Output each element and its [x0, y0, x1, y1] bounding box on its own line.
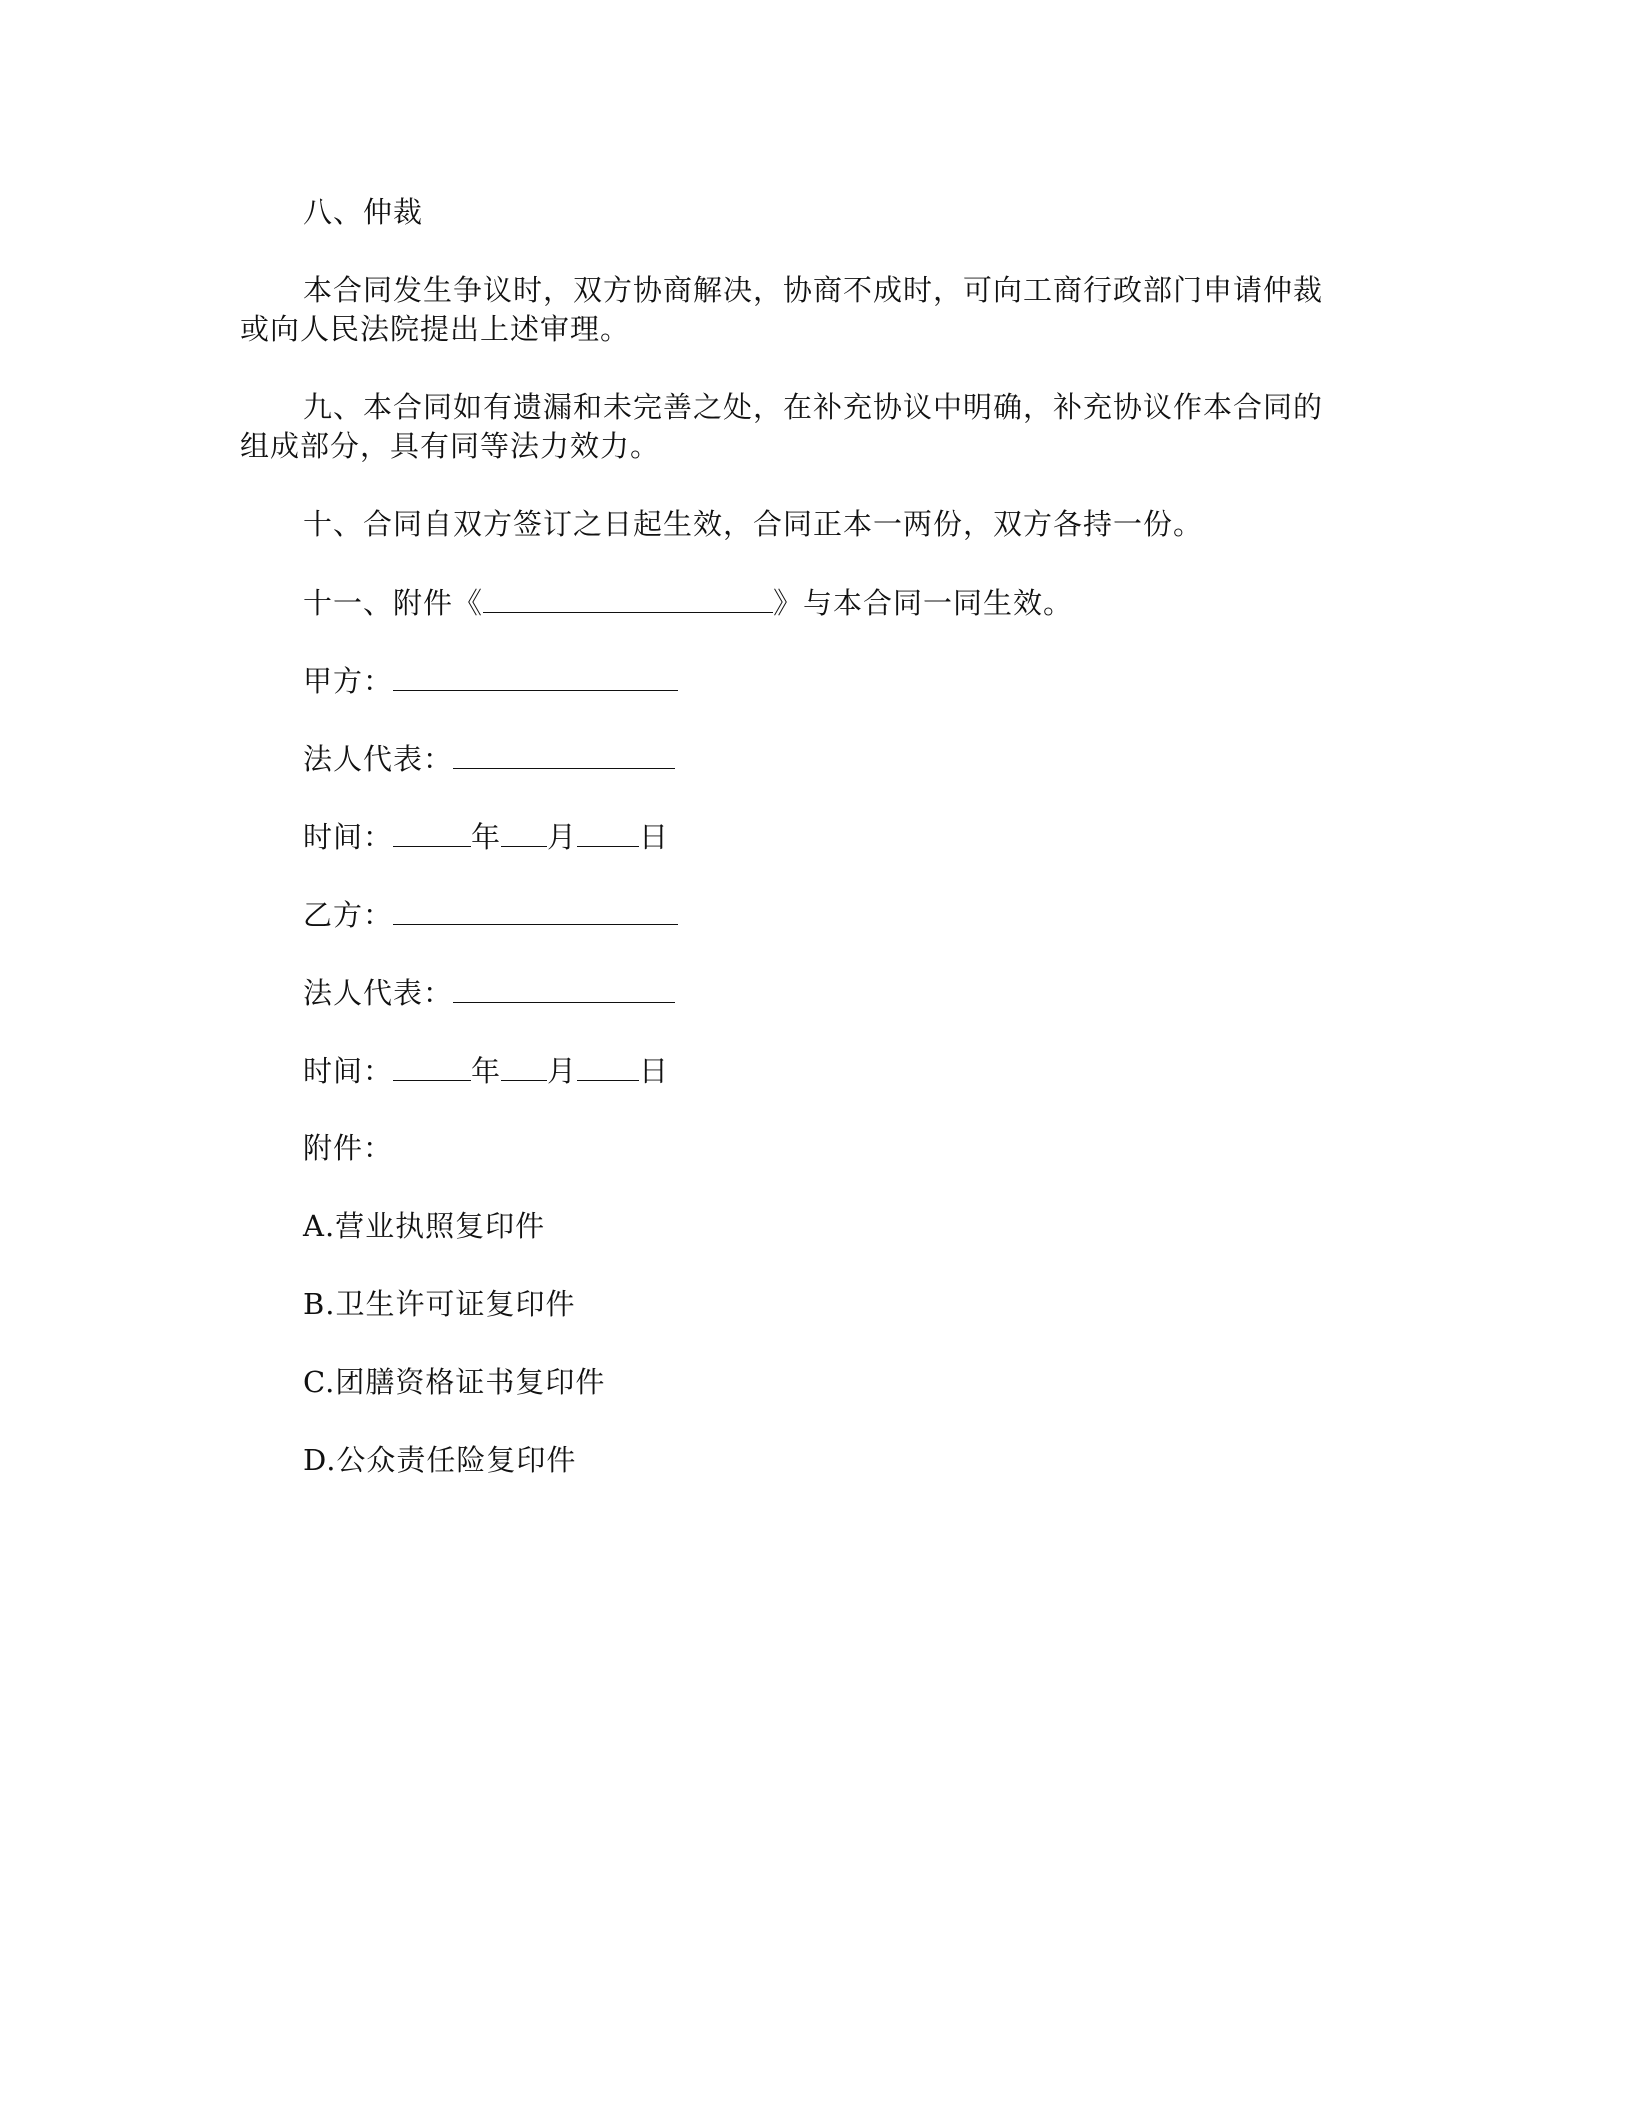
party-a-line	[303, 660, 678, 701]
party-b-month-blank[interactable]	[501, 1050, 547, 1081]
party-b-year-label: 年	[471, 1054, 502, 1088]
attachment-item: D.公众责任险复印件	[303, 1443, 577, 1477]
party-a-time-line	[303, 816, 669, 857]
party-a-year-blank[interactable]	[393, 816, 471, 847]
party-b-day-label: 日	[639, 1054, 670, 1088]
party-a-rep-label: 法人代表：	[303, 742, 454, 776]
party-b-time-line	[303, 1050, 669, 1091]
party-a-time-label: 时间：	[303, 820, 394, 854]
party-b-month-label: 月	[547, 1054, 578, 1088]
section-8-paragraph-line-2: 或向人民法院提出上述审理。	[240, 312, 631, 346]
party-a-rep-blank[interactable]	[453, 738, 675, 769]
attachments-heading: 附件：	[303, 1131, 394, 1165]
section-11-suffix: 》与本合同一同生效。	[773, 586, 1074, 620]
section-11-prefix: 十一、附件《	[303, 586, 484, 620]
section-8-paragraph-line-1: 本合同发生争议时，双方协商解决，协商不成时，可向工商行政部门申请仲裁	[303, 273, 1324, 307]
attachment-item: A.营业执照复印件	[303, 1209, 546, 1243]
attachment-item: B.卫生许可证复印件	[303, 1287, 576, 1321]
party-a-day-label: 日	[639, 820, 670, 854]
party-b-label: 乙方：	[303, 898, 394, 932]
section-9-line-2: 组成部分，具有同等法力效力。	[240, 429, 661, 463]
section-8-heading: 八、仲裁	[303, 195, 424, 229]
attachment-name-blank[interactable]	[483, 582, 773, 613]
party-a-day-blank[interactable]	[577, 816, 639, 847]
party-b-time-label: 时间：	[303, 1054, 394, 1088]
party-a-month-label: 月	[547, 820, 578, 854]
section-11-line	[303, 582, 1073, 623]
party-b-day-blank[interactable]	[577, 1050, 639, 1081]
party-b-rep-label: 法人代表：	[303, 976, 454, 1010]
party-b-year-blank[interactable]	[393, 1050, 471, 1081]
party-a-month-blank[interactable]	[501, 816, 547, 847]
party-b-rep-blank[interactable]	[453, 972, 675, 1003]
section-9-line-1: 九、本合同如有遗漏和未完善之处，在补充协议中明确，补充协议作本合同的	[303, 390, 1324, 424]
party-b-rep-line	[303, 972, 675, 1013]
party-b-line	[303, 894, 678, 935]
party-a-blank[interactable]	[393, 660, 678, 691]
attachment-item: C.团膳资格证书复印件	[303, 1365, 606, 1399]
party-b-blank[interactable]	[393, 894, 678, 925]
section-10-text: 十、合同自双方签订之日起生效，合同正本一两份，双方各持一份。	[303, 507, 1204, 541]
party-a-label: 甲方：	[303, 664, 394, 698]
party-a-rep-line	[303, 738, 675, 779]
party-a-year-label: 年	[471, 820, 502, 854]
